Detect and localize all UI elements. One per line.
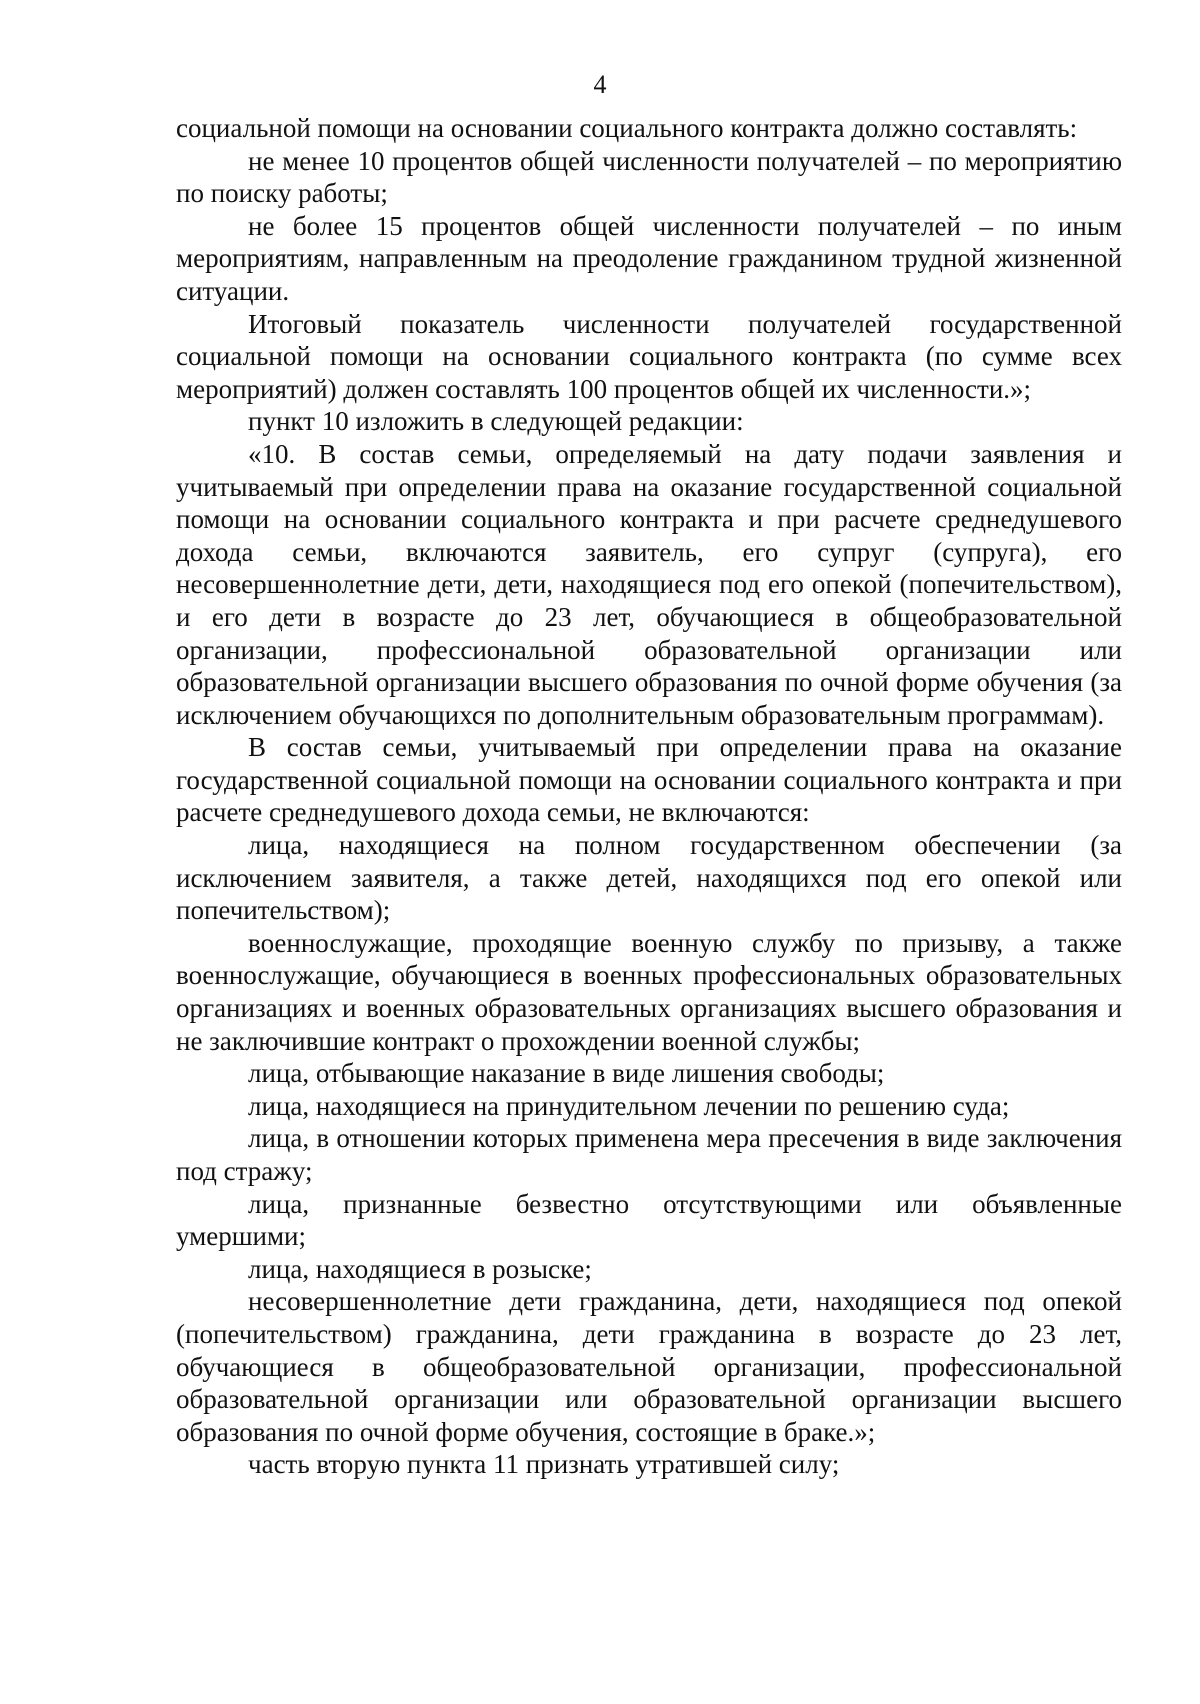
paragraph: лица, отбывающие наказание в виде лишения свободы; <box>248 1058 885 1089</box>
paragraph: лица, признанные безвестно отсутствующими или объявленные умершими; <box>176 1188 1122 1252</box>
paragraph: часть вторую пункта 11 признать утратившей силу; <box>248 1449 840 1480</box>
paragraph: социальной помощи на основании социального контракта должно составлять: <box>176 113 1078 143</box>
paragraph: лица, находящиеся на принудительном лечении по решению суда; <box>248 1090 1010 1121</box>
paragraph: не более 15 процентов общей численности получателей – по иным мероприятиям, направленным на преодоление гражданином трудной жизненной ситуации. <box>176 210 1122 306</box>
paragraph: лица, находящиеся на полном государственном обеспечении (за исключением заявителя, а также детей, находящихся под его опекой или попечительством); <box>176 830 1122 926</box>
page-number: 4 <box>593 70 607 99</box>
paragraph: не менее 10 процентов общей численности получателей – по мероприятию по поиску работы; <box>176 145 1122 209</box>
paragraph: несовершеннолетние дети гражданина, дети, находящиеся под опекой (попечительством) гражданина, дети гражданина в возрасте до 23 лет, обучающиеся в общеобразовательной организации, профессиональной образовательной организации или образовательной организации высшего образования по очной форме обучения, состоящие в браке.»; <box>176 1286 1122 1447</box>
paragraph: военнослужащие, проходящие военную службу по призыву, а также военнослужащие, обучающиеся в военных профессиональных образовательных организациях и военных образовательных организациях высшего образования и не заключившие контракт о прохождении военной службы; <box>176 927 1122 1056</box>
paragraph: пункт 10 изложить в следующей редакции: <box>248 406 744 437</box>
paragraph: Итоговый показатель численности получателей государственной социальной помощи на основании социального контракта (по сумме всех мероприятий) должен составлять 100 процентов общей их численности.»; <box>176 308 1122 404</box>
paragraph: «10. В состав семьи, определяемый на дату подачи заявления и учитываемый при определении права на оказание государственной социальной помощи на основании социального контракта и при расчете среднедушевого дохода семьи, включаются заявитель, его супруг (супруга), его несовершеннолетние дети, дети, находящиеся под его опекой (попечительством), и его дети в возрасте до 23 лет, обучающиеся в общеобразовательной организации, профессиональной образовательной организации или образовательной организации высшего образования по очной форме обучения (за исключением обучающихся по дополнительным образовательным программам). <box>176 438 1122 730</box>
paragraph: В состав семьи, учитываемый при определении права на оказание государственной социальной помощи на основании социального контракта и при расчете среднедушевого дохода семьи, не включаются: <box>176 732 1122 828</box>
document-body <box>176 112 1122 1481</box>
paragraph: лица, находящиеся в розыске; <box>248 1253 592 1284</box>
paragraph: лица, в отношении которых применена мера пресечения в виде заключения под стражу; <box>176 1123 1122 1186</box>
